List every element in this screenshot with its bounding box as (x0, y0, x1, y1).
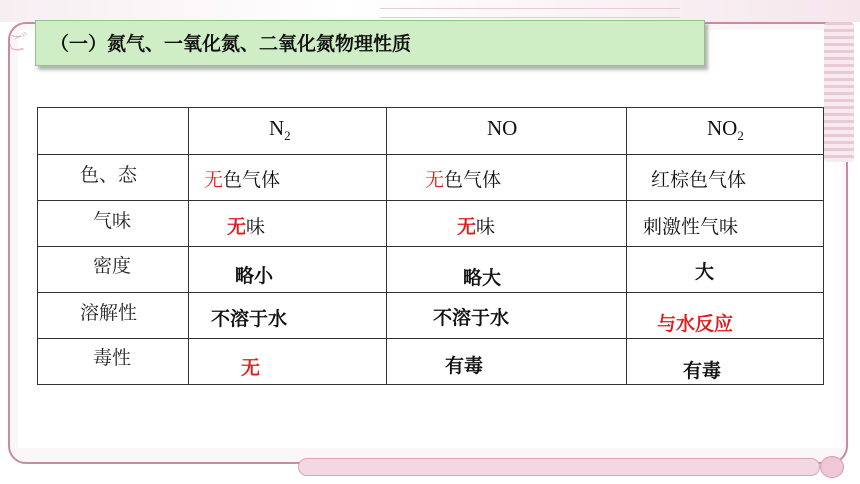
no-value: 无味 (457, 216, 496, 238)
header-no2 (627, 108, 824, 155)
n2-value: 无色气体 (204, 169, 281, 191)
n2-value: 不溶于水 (211, 308, 288, 330)
row-label: 溶解性 (80, 302, 138, 324)
header-no-label: NO (487, 116, 518, 140)
no2-value: 红棕色气体 (651, 169, 747, 191)
row-label: 气味 (93, 210, 132, 232)
n2-value: 无 (241, 357, 261, 379)
header-empty-cell (38, 108, 189, 155)
row-label-cell (38, 201, 189, 247)
no2-cell (627, 201, 824, 247)
no2-value: 与水反应 (657, 313, 734, 335)
no-cell (387, 155, 627, 201)
left-decoration-mark: ご (6, 31, 29, 56)
no2-cell (627, 293, 824, 339)
no2-cell (627, 339, 824, 385)
no-value: 不溶于水 (433, 307, 510, 329)
n2-value: 无味 (227, 216, 266, 238)
header-no (387, 108, 627, 155)
row-label: 毒性 (93, 347, 132, 369)
decorative-lines (380, 8, 680, 18)
no2-value: 刺激性气味 (643, 216, 739, 238)
footer-decoration-dot (820, 456, 844, 478)
table-header-row (38, 108, 824, 155)
footer-decoration-bar (298, 458, 820, 476)
properties-table (37, 107, 824, 385)
n2-cell (189, 339, 387, 385)
table-row (38, 339, 824, 385)
row-label-cell (38, 339, 189, 385)
n2-cell (189, 201, 387, 247)
no-cell (387, 201, 627, 247)
no2-value: 大 (695, 261, 715, 283)
n2-value: 略小 (235, 265, 274, 287)
header-n2 (189, 108, 387, 155)
no-value: 有毒 (445, 355, 484, 377)
table-row (38, 155, 824, 201)
corner-decoration (824, 22, 854, 162)
n2-cell (189, 247, 387, 293)
title-banner (35, 20, 705, 66)
table-row (38, 293, 824, 339)
page-title: （一）氮气、一氧化氮、二氧化氮物理性质 (50, 33, 412, 55)
no-value: 略大 (463, 267, 502, 289)
no-cell (387, 339, 627, 385)
table-row (38, 201, 824, 247)
no2-cell (627, 247, 824, 293)
n2-cell (189, 293, 387, 339)
header-no2-label: $NO_2$ (707, 116, 744, 144)
no2-value: 有毒 (683, 360, 722, 382)
header-n2-label: $N_2$ (269, 116, 291, 144)
row-label-cell (38, 155, 189, 201)
row-label: 密度 (93, 255, 132, 277)
no-cell (387, 293, 627, 339)
no-value: 无色气体 (425, 169, 502, 191)
table-row (38, 247, 824, 293)
n2-cell (189, 155, 387, 201)
row-label: 色、态 (80, 164, 138, 186)
row-label-cell (38, 293, 189, 339)
no-cell (387, 247, 627, 293)
no2-cell (627, 155, 824, 201)
row-label-cell (38, 247, 189, 293)
